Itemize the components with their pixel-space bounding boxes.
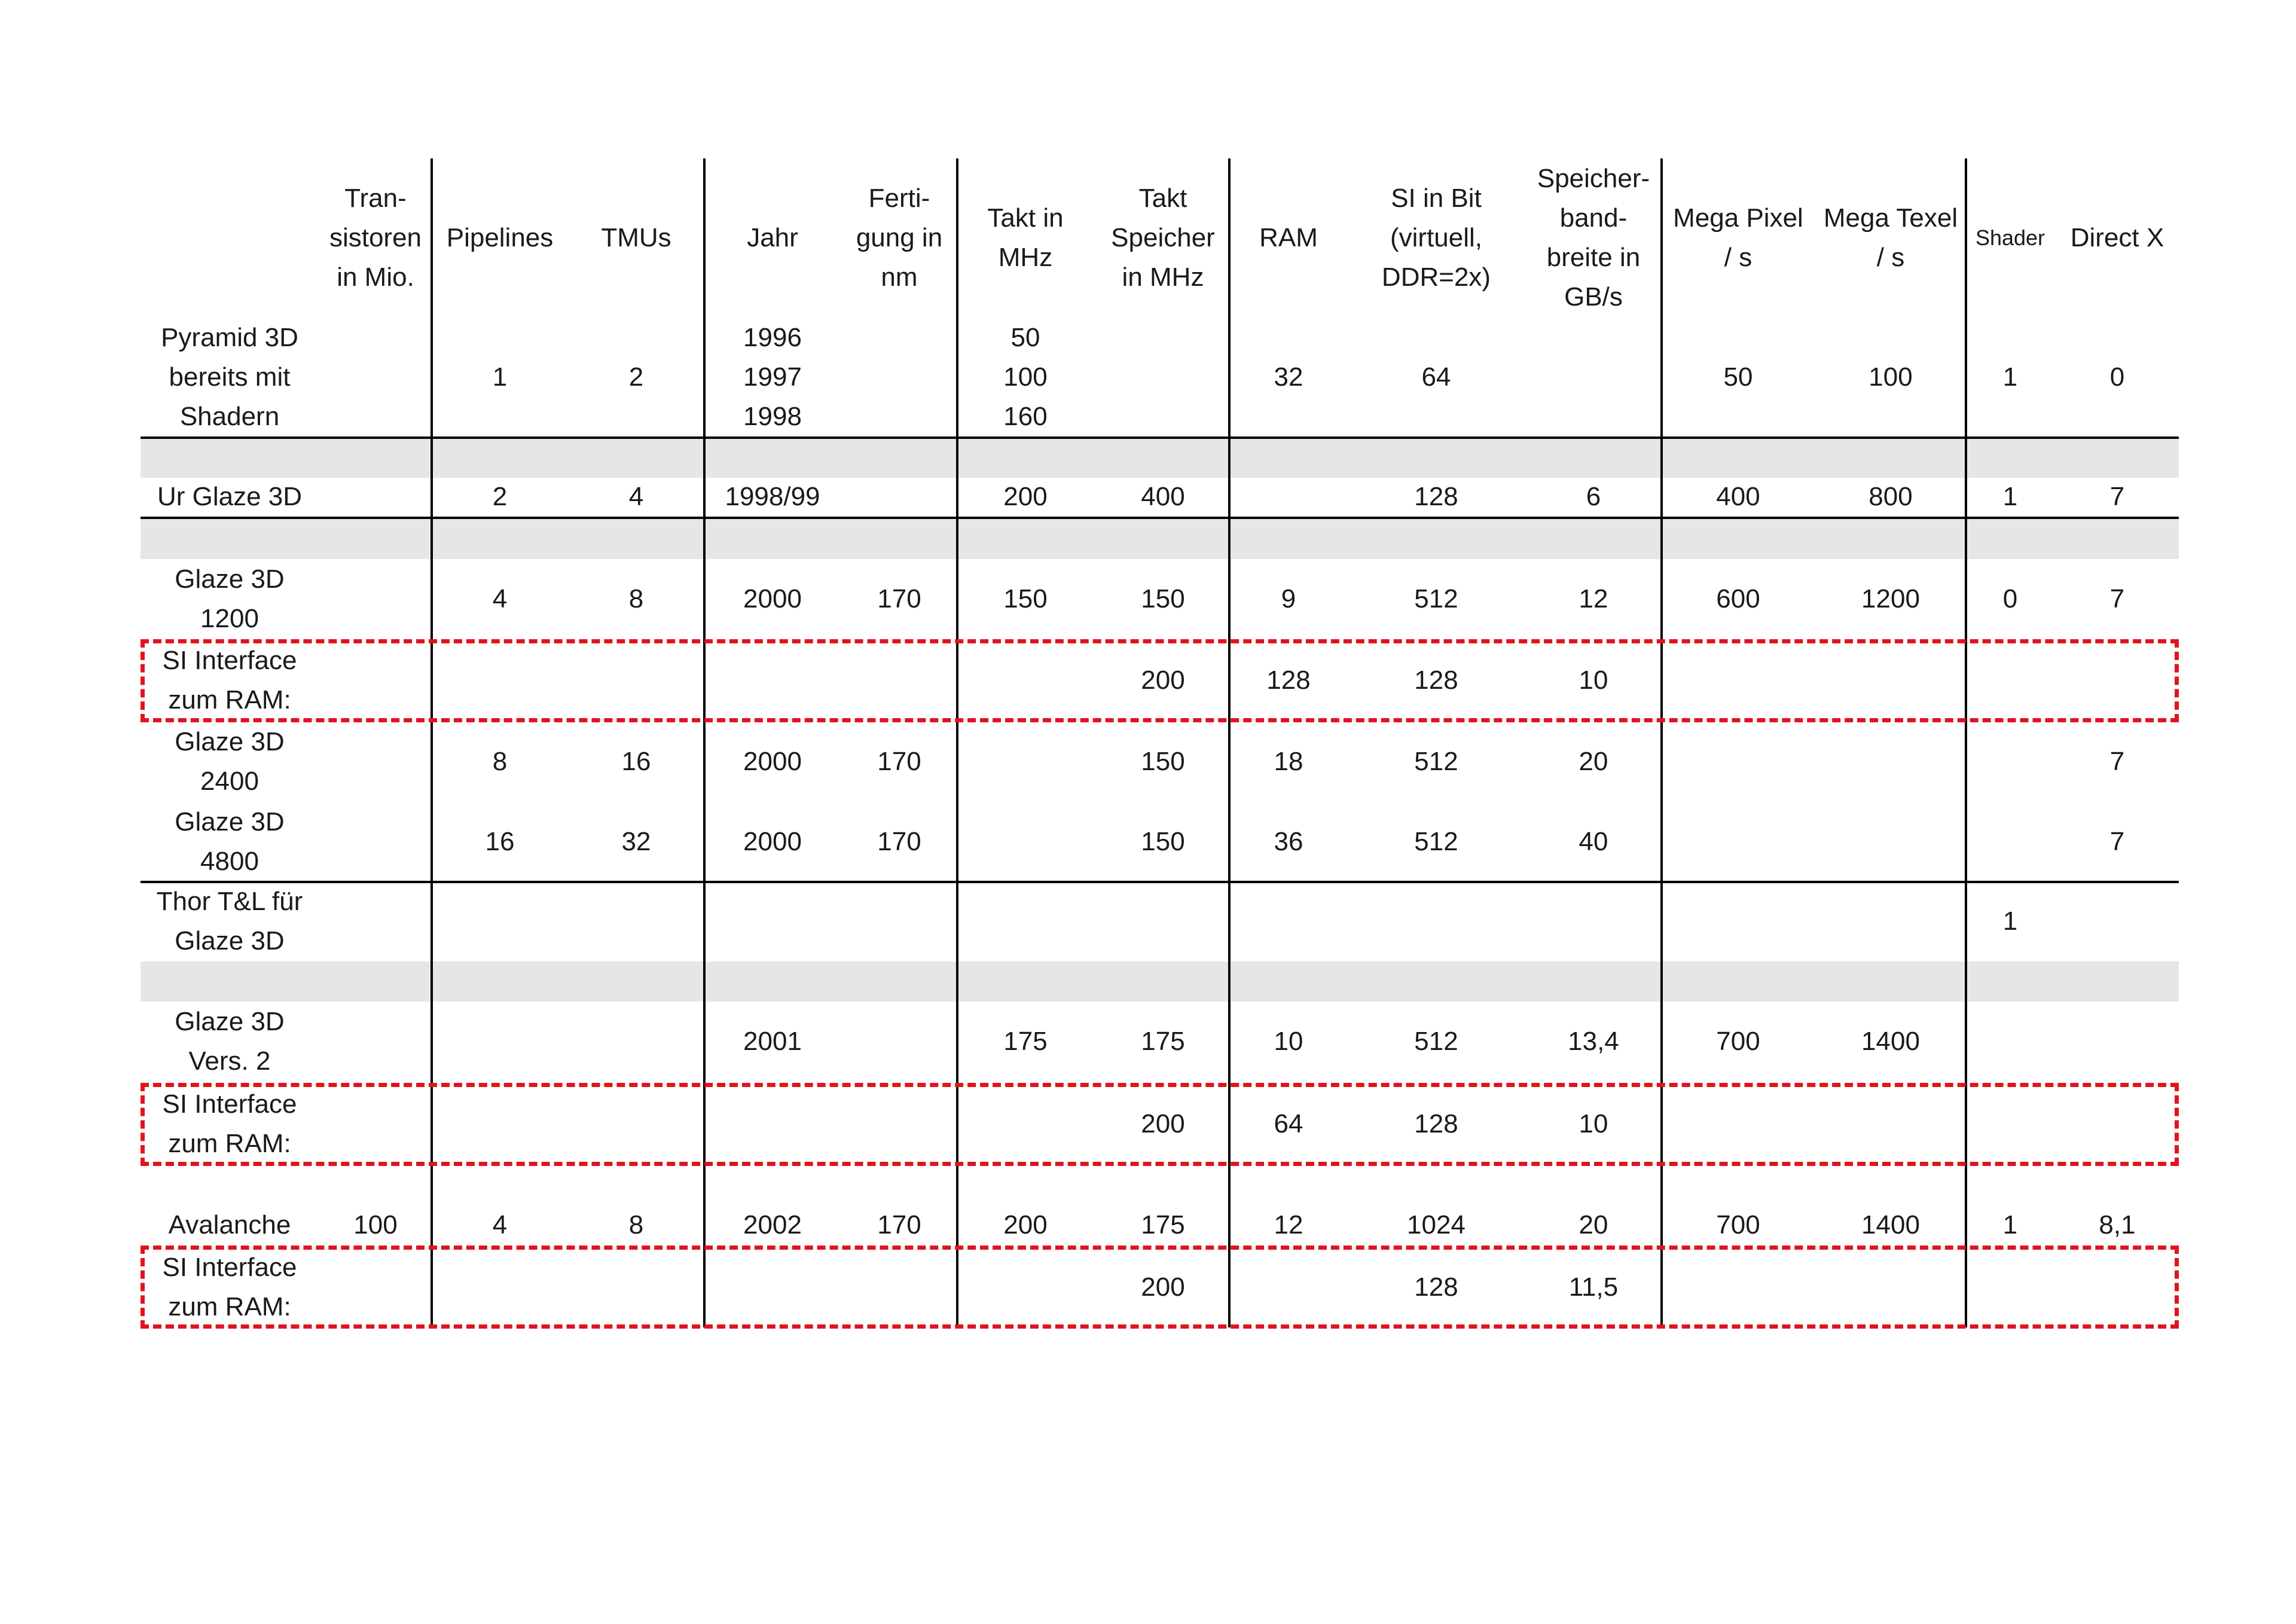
column-header: Tran- sistoren in Mio. <box>329 184 422 292</box>
table-cell: 150 <box>1141 827 1185 856</box>
table-cell: 16 <box>485 827 515 856</box>
table-cell: 1200 <box>1861 584 1920 613</box>
row-label: Glaze 3D Vers. 2 <box>175 1007 285 1076</box>
table-cell: 4 <box>492 584 508 613</box>
row-divider <box>141 436 2179 439</box>
row-band <box>141 518 2179 559</box>
row-label: Glaze 3D 4800 <box>175 807 285 876</box>
table-cell: 6 <box>1586 482 1601 511</box>
table-cell: 2 <box>628 362 644 392</box>
table-cell: 7 <box>2109 747 2125 776</box>
table-cell: 7 <box>2109 584 2125 613</box>
table-cell: 2000 <box>743 584 802 613</box>
column-header: TMUs <box>601 223 671 252</box>
table-cell: 12 <box>1274 1210 1303 1240</box>
row-band <box>141 961 2179 1002</box>
table-cell: 50 100 160 <box>1003 323 1048 431</box>
column-header: RAM <box>1259 223 1318 252</box>
column-header: SI in Bit (virtuell, DDR=2x) <box>1381 184 1491 292</box>
table-cell: 200 <box>1003 482 1048 511</box>
row-label: Glaze 3D 2400 <box>175 727 285 796</box>
table-cell: 20 <box>1578 747 1608 776</box>
column-header: Speicher- band- breite in GB/s <box>1537 164 1650 312</box>
table-cell: 2001 <box>743 1027 802 1056</box>
table-cell: 1024 <box>1407 1210 1465 1240</box>
table-cell: 170 <box>877 1210 921 1240</box>
column-header: Takt Speicher in MHz <box>1111 184 1215 292</box>
row-divider <box>141 881 2179 883</box>
column-header: Takt in MHz <box>987 203 1064 272</box>
table-cell: 700 <box>1716 1210 1760 1240</box>
row-label: Thor T&L für Glaze 3D <box>156 887 303 956</box>
table-cell: 100 <box>353 1210 398 1240</box>
table-cell: 40 <box>1578 827 1608 856</box>
table-cell: 10 <box>1578 666 1608 695</box>
table-cell: 2002 <box>743 1210 802 1240</box>
table-cell: 170 <box>877 584 921 613</box>
table-cell: 175 <box>1141 1027 1185 1056</box>
table-cell: 600 <box>1716 584 1760 613</box>
table-cell: 400 <box>1716 482 1760 511</box>
table-cell: 1 <box>2002 362 2018 392</box>
table-cell: 170 <box>877 827 921 856</box>
table-cell: 7 <box>2109 482 2125 511</box>
table-cell: 0 <box>2002 584 2018 613</box>
table-cell: 13,4 <box>1568 1027 1619 1056</box>
table-cell: 10 <box>1578 1109 1608 1138</box>
table-cell: 400 <box>1141 482 1185 511</box>
column-header: Ferti- gung in nm <box>856 184 943 292</box>
row-label: Ur Glaze 3D <box>157 482 303 511</box>
column-header: Mega Texel / s <box>1823 203 1958 272</box>
table-cell: 1996 1997 1998 <box>743 323 802 431</box>
table-cell: 0 <box>2109 362 2125 392</box>
table-cell: 1400 <box>1861 1027 1920 1056</box>
table-cell: 200 <box>1141 1109 1185 1138</box>
row-label: Avalanche <box>168 1210 291 1240</box>
table-cell: 12 <box>1578 584 1608 613</box>
table-cell: 64 <box>1421 362 1451 392</box>
row-label: Glaze 3D 1200 <box>175 564 285 633</box>
row-label: Pyramid 3D bereits mit Shadern <box>161 323 298 431</box>
table-cell: 1 <box>2002 482 2018 511</box>
table-cell: 50 <box>1723 362 1753 392</box>
table-cell: 7 <box>2109 827 2125 856</box>
column-header: Jahr <box>747 223 798 252</box>
table-cell: 4 <box>628 482 644 511</box>
table-cell: 512 <box>1414 827 1458 856</box>
table-cell: 1 <box>2002 906 2018 936</box>
table-cell: 18 <box>1274 747 1303 776</box>
table-cell: 16 <box>621 747 651 776</box>
table-cell: 1998/99 <box>725 482 820 511</box>
table-cell: 150 <box>1141 584 1185 613</box>
column-header: Pipelines <box>446 223 554 252</box>
table-cell: 36 <box>1274 827 1303 856</box>
table-cell: 150 <box>1003 584 1048 613</box>
table-cell: 2000 <box>743 747 802 776</box>
table-cell: 8,1 <box>2099 1210 2136 1240</box>
row-band <box>141 438 2179 478</box>
row-label: SI Interface zum RAM: <box>162 1089 297 1158</box>
table-cell: 1 <box>492 362 508 392</box>
row-divider <box>141 517 2179 519</box>
table-cell: 200 <box>1141 666 1185 695</box>
table-cell: 8 <box>628 584 644 613</box>
table-cell: 170 <box>877 747 921 776</box>
table-cell: 2 <box>492 482 508 511</box>
table-cell: 150 <box>1141 747 1185 776</box>
row-label: SI Interface zum RAM: <box>162 1253 297 1321</box>
table-cell: 8 <box>492 747 508 776</box>
table-cell: 32 <box>1274 362 1303 392</box>
table-cell: 128 <box>1266 666 1311 695</box>
table-cell: 175 <box>1003 1027 1048 1056</box>
table-cell: 4 <box>492 1210 508 1240</box>
column-header: Shader <box>1975 225 2045 250</box>
table-cell: 128 <box>1414 482 1458 511</box>
table-cell: 8 <box>628 1210 644 1240</box>
table-cell: 128 <box>1414 666 1458 695</box>
table-cell: 20 <box>1578 1210 1608 1240</box>
table-cell: 128 <box>1414 1109 1458 1138</box>
table-cell: 9 <box>1281 584 1296 613</box>
table-cell: 700 <box>1716 1027 1760 1056</box>
table-cell: 32 <box>621 827 651 856</box>
table-cell: 1 <box>2002 1210 2018 1240</box>
table-cell: 11,5 <box>1568 1272 1619 1302</box>
table-cell: 512 <box>1414 584 1458 613</box>
table-cell: 128 <box>1414 1272 1458 1302</box>
table-cell: 512 <box>1414 1027 1458 1056</box>
table-cell: 10 <box>1274 1027 1303 1056</box>
table-cell: 175 <box>1141 1210 1185 1240</box>
table-cell: 64 <box>1274 1109 1303 1138</box>
table-cell: 100 <box>1868 362 1913 392</box>
table-cell: 1400 <box>1861 1210 1920 1240</box>
table-cell: 200 <box>1003 1210 1048 1240</box>
table-cell: 512 <box>1414 747 1458 776</box>
column-header: Mega Pixel / s <box>1673 203 1803 272</box>
table-cell: 2000 <box>743 827 802 856</box>
table-cell: 200 <box>1141 1272 1185 1302</box>
row-label: SI Interface zum RAM: <box>162 646 297 715</box>
table-cell: 800 <box>1868 482 1913 511</box>
column-header: Direct X <box>2070 223 2164 252</box>
